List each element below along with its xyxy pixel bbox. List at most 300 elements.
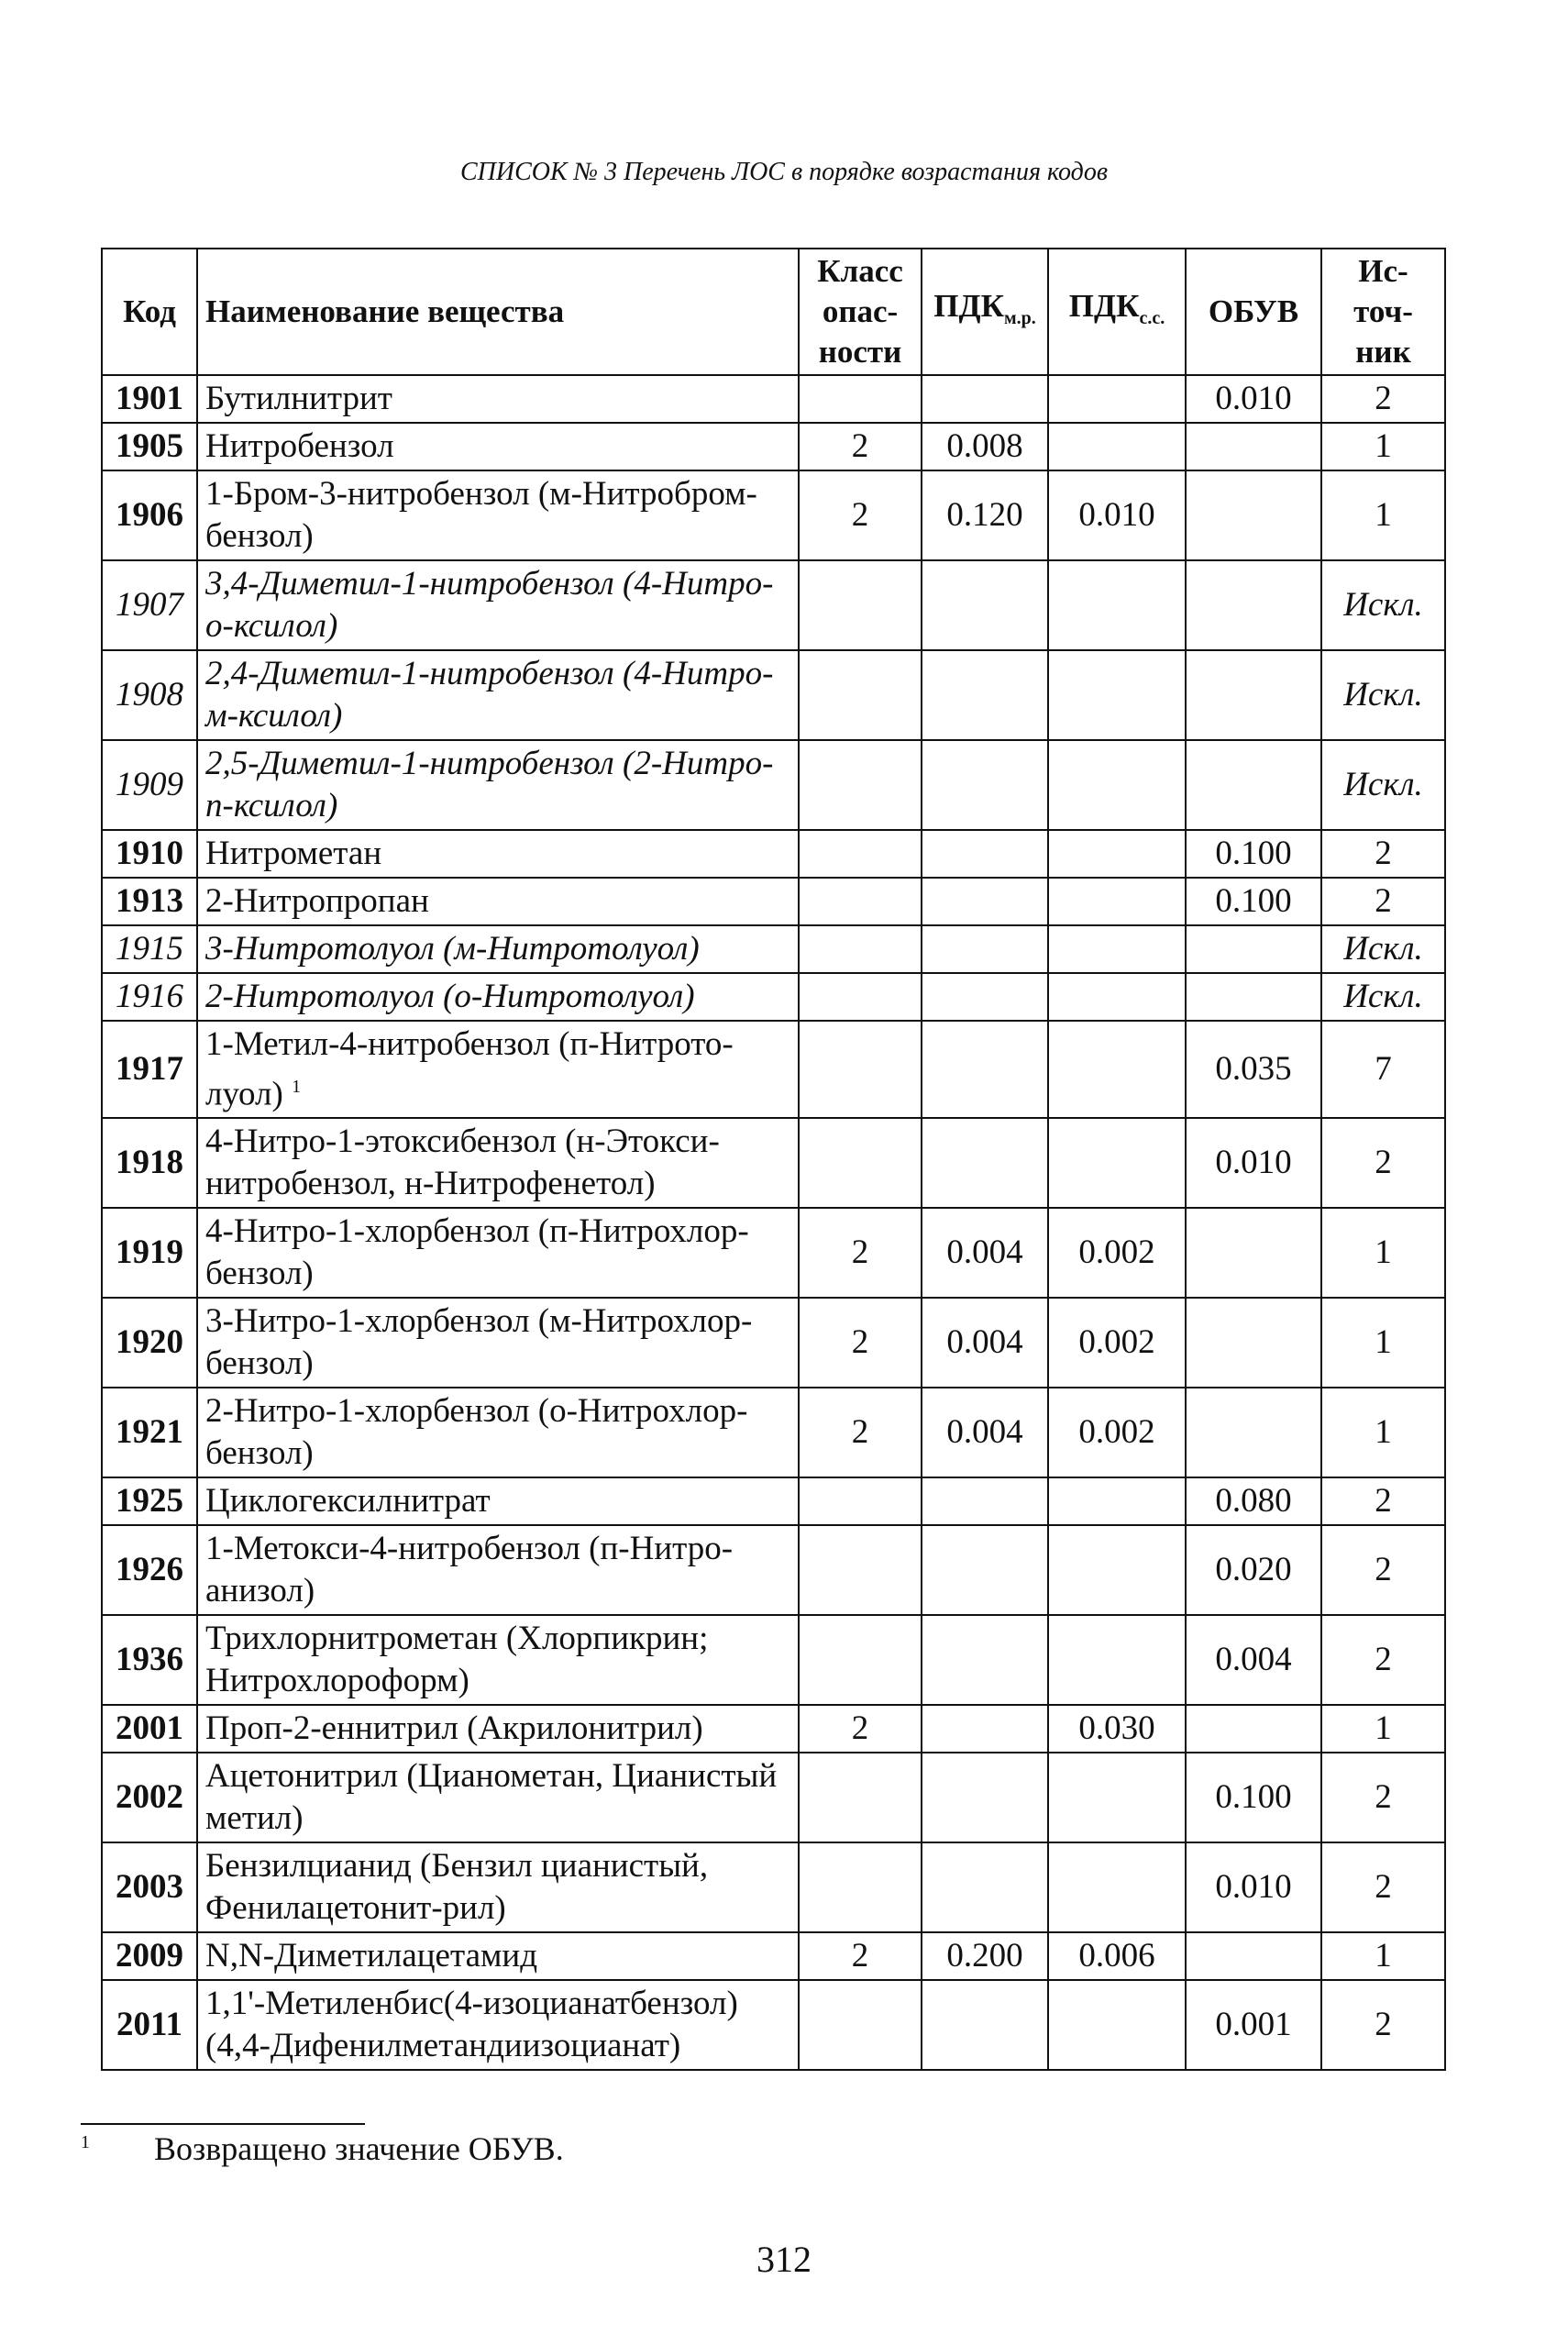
table-row — [102, 1753, 1445, 1842]
cell-source-text: Искл. — [1343, 978, 1423, 1015]
cell-source-text: 1 — [1375, 1323, 1392, 1362]
cell-class-text: 2 — [851, 496, 869, 534]
table-row — [102, 560, 1445, 650]
cell-name-text: Циклогексилнитрат — [205, 1482, 491, 1521]
table-row — [102, 1842, 1445, 1932]
cell-pdk-mr — [922, 1525, 1048, 1615]
cell-name — [197, 560, 799, 650]
cell-pdk-ss-text: 0.006 — [1078, 1937, 1155, 1975]
cell-name-text: N,N-Диметилацетамид — [205, 1937, 538, 1975]
cell-obuv-text: 0.010 — [1215, 380, 1292, 417]
cell-pdk-ss — [1048, 1753, 1186, 1842]
table-row — [102, 1932, 1445, 1980]
cell-obuv — [1186, 1753, 1321, 1842]
cell-name — [197, 925, 799, 973]
cell-code-text: 1920 — [116, 1323, 183, 1362]
cell-name — [197, 1298, 799, 1388]
cell-pdk-mr — [922, 1932, 1048, 1980]
cell-obuv — [1186, 1388, 1321, 1477]
table-row — [102, 1208, 1445, 1298]
cell-source — [1321, 1525, 1445, 1615]
cell-code — [102, 740, 197, 830]
cell-class — [799, 1842, 922, 1932]
cell-obuv — [1186, 925, 1321, 973]
cell-source-text: 2 — [1375, 1868, 1392, 1907]
cell-class — [799, 830, 922, 878]
cell-code — [102, 650, 197, 740]
table-row — [102, 1615, 1445, 1705]
cell-code-text: 1919 — [116, 1233, 183, 1272]
cell-code — [102, 560, 197, 650]
cell-pdk-ss — [1048, 1980, 1186, 2070]
cell-code — [102, 375, 197, 423]
cell-source-text: 2 — [1375, 1144, 1392, 1182]
cell-pdk-mr — [922, 1298, 1048, 1388]
cell-pdk-ss — [1048, 650, 1186, 740]
cell-name — [197, 375, 799, 423]
cell-code — [102, 925, 197, 973]
cell-code — [102, 830, 197, 878]
cell-pdk-ss — [1048, 878, 1186, 925]
cell-code — [102, 1525, 197, 1615]
cell-class — [799, 560, 922, 650]
cell-source — [1321, 650, 1445, 740]
cell-obuv — [1186, 973, 1321, 1021]
cell-source — [1321, 925, 1445, 973]
cell-code — [102, 470, 197, 560]
cell-code — [102, 1842, 197, 1932]
table-row — [102, 830, 1445, 878]
cell-pdk-mr — [922, 1980, 1048, 2070]
cell-pdk-ss — [1048, 830, 1186, 878]
cell-obuv — [1186, 1477, 1321, 1525]
cell-code-text: 1925 — [116, 1482, 183, 1521]
footnote-divider — [81, 2123, 365, 2125]
cell-pdk-mr — [922, 560, 1048, 650]
cell-obuv-text: 0.020 — [1215, 1551, 1292, 1589]
cell-source-text: 2 — [1375, 882, 1392, 920]
cell-code-text: 2011 — [116, 2006, 182, 2044]
table-row — [102, 1980, 1445, 2070]
header-code: Код — [102, 249, 197, 375]
cell-code-text: 1917 — [116, 1050, 183, 1089]
cell-name — [197, 973, 799, 1021]
cell-name — [197, 1980, 799, 2070]
cell-obuv — [1186, 423, 1321, 470]
cell-source — [1321, 830, 1445, 878]
cell-pdk-ss — [1048, 560, 1186, 650]
cell-pdk-mr-text: 0.200 — [946, 1937, 1023, 1975]
cell-obuv-text: 0.100 — [1215, 882, 1292, 920]
footnote-mark: 1 — [81, 2132, 90, 2152]
table-row — [102, 925, 1445, 973]
cell-obuv — [1186, 1980, 1321, 2070]
table-row — [102, 470, 1445, 560]
cell-pdk-ss — [1048, 1388, 1186, 1477]
cell-code-text: 1901 — [116, 380, 183, 417]
cell-name — [197, 1525, 799, 1615]
cell-code-text: 2009 — [116, 1937, 183, 1975]
cell-name-text: 1-Бром-3-нитробензол (м-Нитробром-бензол) — [205, 475, 757, 555]
cell-name-text: Бензилцианид (Бензил цианистый, Фенилацетонит-рил) — [205, 1847, 709, 1928]
cell-pdk-mr — [922, 375, 1048, 423]
cell-name-text: Нитрометан — [205, 835, 382, 872]
cell-source — [1321, 1477, 1445, 1525]
cell-obuv — [1186, 1705, 1321, 1753]
cell-name — [197, 1932, 799, 1980]
cell-class — [799, 973, 922, 1021]
cell-obuv — [1186, 1842, 1321, 1932]
cell-name-text: Ацетонитрил (Цианометан, Цианистый метил) — [205, 1757, 778, 1838]
cell-code — [102, 1298, 197, 1388]
cell-code — [102, 973, 197, 1021]
cell-pdk-ss — [1048, 973, 1186, 1021]
cell-name-text: 4-Нитро-1-хлорбензол (п-Нитрохлор-бензол) — [205, 1212, 749, 1293]
cell-pdk-ss — [1048, 375, 1186, 423]
cell-pdk-mr — [922, 878, 1048, 925]
cell-code — [102, 1021, 197, 1118]
cell-pdk-ss — [1048, 423, 1186, 470]
footnote — [81, 2129, 564, 2168]
cell-source — [1321, 560, 1445, 650]
cell-name — [197, 470, 799, 560]
cell-source — [1321, 1980, 1445, 2070]
cell-name — [197, 1021, 799, 1118]
cell-obuv — [1186, 1021, 1321, 1118]
cell-name — [197, 1208, 799, 1298]
cell-class — [799, 1980, 922, 2070]
cell-name-text: 2-Нитротолуол (о-Нитротолуол) — [205, 978, 695, 1015]
cell-obuv — [1186, 830, 1321, 878]
cell-code — [102, 1705, 197, 1753]
cell-obuv — [1186, 560, 1321, 650]
cell-class-text: 2 — [851, 1233, 869, 1272]
cell-source — [1321, 1388, 1445, 1477]
cell-obuv-text: 0.035 — [1215, 1050, 1292, 1089]
cell-source-text: 1 — [1375, 496, 1392, 534]
header-pdk-ss — [1048, 249, 1186, 375]
cell-code-text: 1918 — [116, 1144, 183, 1182]
cell-code — [102, 1477, 197, 1525]
cell-class — [799, 1525, 922, 1615]
cell-code-text: 1916 — [116, 978, 183, 1015]
cell-pdk-mr-text: 0.004 — [946, 1323, 1023, 1362]
cell-class — [799, 1705, 922, 1753]
cell-source — [1321, 1932, 1445, 1980]
cell-name — [197, 1842, 799, 1932]
cell-source — [1321, 375, 1445, 423]
cell-source — [1321, 1753, 1445, 1842]
cell-source-text: 2 — [1375, 2006, 1392, 2044]
cell-code — [102, 1388, 197, 1477]
cell-pdk-ss — [1048, 1932, 1186, 1980]
cell-name-text: 3-Нитро-1-хлорбензол (м-Нитрохлор-бензол) — [205, 1302, 753, 1383]
table-row — [102, 1388, 1445, 1477]
header-pdk-mr — [922, 249, 1048, 375]
cell-class — [799, 1615, 922, 1705]
cell-obuv — [1186, 1208, 1321, 1298]
cell-source-text: Искл. — [1343, 586, 1423, 624]
cell-code-text: 1905 — [116, 427, 183, 465]
cell-code-text: 2003 — [116, 1868, 183, 1907]
cell-class — [799, 1932, 922, 1980]
cell-pdk-ss — [1048, 1118, 1186, 1208]
cell-code-text: 1926 — [116, 1551, 183, 1589]
cell-source-text: 1 — [1375, 1709, 1392, 1748]
cell-code-text: 1915 — [116, 930, 183, 968]
cell-pdk-mr — [922, 1705, 1048, 1753]
page-header: СПИСОК № 3 Перечень ЛОС в порядке возрастания кодов — [459, 158, 1108, 186]
cell-source-text: 1 — [1375, 1413, 1392, 1452]
cell-class — [799, 1388, 922, 1477]
cell-class — [799, 925, 922, 973]
cell-pdk-mr — [922, 1615, 1048, 1705]
cell-name-text: Трихлорнитрометан (Хлорпикрин; Нитрохлороформ) — [205, 1620, 709, 1700]
cell-name-text: Проп-2-еннитрил (Акрилонитрил) — [205, 1709, 703, 1748]
cell-class — [799, 1021, 922, 1118]
cell-source-text: 2 — [1375, 1641, 1392, 1679]
cell-code — [102, 1980, 197, 2070]
cell-code-text: 2002 — [116, 1778, 183, 1817]
cell-source — [1321, 423, 1445, 470]
cell-name — [197, 1753, 799, 1842]
cell-class-text: 2 — [851, 1323, 869, 1362]
cell-name — [197, 830, 799, 878]
cell-pdk-ss-text: 0.030 — [1078, 1709, 1155, 1748]
cell-code-text: 1906 — [116, 496, 183, 534]
cell-code-text: 2001 — [116, 1709, 183, 1748]
cell-source — [1321, 1208, 1445, 1298]
cell-class-text: 2 — [851, 1413, 869, 1452]
header-pdk-mr-label: ПДК — [933, 287, 1004, 324]
header-pdk-ss-sub: с.с. — [1139, 307, 1165, 328]
cell-pdk-ss — [1048, 925, 1186, 973]
cell-source-text: 2 — [1375, 1778, 1392, 1817]
cell-class — [799, 740, 922, 830]
cell-pdk-ss — [1048, 740, 1186, 830]
cell-class-text: 2 — [851, 1937, 869, 1975]
cell-code-text: 1910 — [116, 835, 183, 872]
cell-pdk-ss-text: 0.010 — [1078, 496, 1155, 534]
cell-source — [1321, 973, 1445, 1021]
cell-code-text: 1921 — [116, 1413, 183, 1452]
cell-obuv — [1186, 1298, 1321, 1388]
cell-pdk-ss — [1048, 1021, 1186, 1118]
cell-code-text: 1907 — [116, 586, 183, 624]
cell-obuv — [1186, 878, 1321, 925]
cell-name — [197, 1615, 799, 1705]
cell-pdk-ss-text: 0.002 — [1078, 1323, 1155, 1362]
table-header-row — [102, 249, 1445, 375]
table-row — [102, 375, 1445, 423]
cell-code — [102, 1208, 197, 1298]
table-row — [102, 1118, 1445, 1208]
cell-class — [799, 1118, 922, 1208]
cell-pdk-ss — [1048, 1525, 1186, 1615]
cell-source — [1321, 878, 1445, 925]
cell-source-text: 7 — [1375, 1050, 1392, 1089]
cell-name — [197, 1388, 799, 1477]
cell-name-text: 3-Нитротолуол (м-Нитротолуол) — [205, 930, 700, 968]
cell-name — [197, 650, 799, 740]
cell-code — [102, 1753, 197, 1842]
cell-source-text: Искл. — [1343, 930, 1423, 968]
cell-pdk-mr — [922, 650, 1048, 740]
cell-source — [1321, 1705, 1445, 1753]
cell-pdk-mr — [922, 1021, 1048, 1118]
header-class: Класс опас-ности — [799, 249, 922, 375]
cell-pdk-ss-text: 0.002 — [1078, 1233, 1155, 1272]
cell-obuv — [1186, 375, 1321, 423]
cell-source — [1321, 1021, 1445, 1118]
cell-pdk-mr — [922, 423, 1048, 470]
cell-name-text: 2-Нитропропан — [205, 882, 429, 920]
cell-class-text: 2 — [851, 427, 869, 465]
cell-pdk-mr — [922, 470, 1048, 560]
cell-name-text: 1,1'-Метиленбис(4-изоцианатбензол) (4,4-Дифенилметандиизоцианат) — [205, 1985, 738, 2065]
cell-source-text: Искл. — [1343, 766, 1423, 803]
cell-source — [1321, 1615, 1445, 1705]
cell-name-text: 3,4-Диметил-1-нитробензол (4-Нитро-о-ксилол) — [205, 565, 774, 645]
cell-source-text: Искл. — [1343, 676, 1423, 713]
table-row — [102, 973, 1445, 1021]
cell-class — [799, 1477, 922, 1525]
cell-name-text: Бутилнитрит — [205, 380, 392, 417]
table-row — [102, 1705, 1445, 1753]
cell-class — [799, 1753, 922, 1842]
cell-source-text: 2 — [1375, 380, 1392, 417]
cell-pdk-ss — [1048, 1208, 1186, 1298]
cell-name-text: 2,4-Диметил-1-нитробензол (4-Нитро-м-ксилол) — [205, 655, 774, 735]
cell-pdk-mr — [922, 1118, 1048, 1208]
cell-class — [799, 470, 922, 560]
cell-name — [197, 740, 799, 830]
cell-pdk-mr — [922, 1753, 1048, 1842]
cell-class — [799, 878, 922, 925]
cell-name-text: 2,5-Диметил-1-нитробензол (2-Нитро-п-ксилол) — [205, 745, 774, 824]
cell-obuv — [1186, 470, 1321, 560]
table-row — [102, 650, 1445, 740]
cell-name-text: 2-Нитро-1-хлорбензол (о-Нитрохлор-бензол) — [205, 1392, 748, 1473]
header-name: Наименование вещества — [197, 249, 799, 375]
table-row — [102, 878, 1445, 925]
table-row — [102, 740, 1445, 830]
cell-source — [1321, 1298, 1445, 1388]
footnote-ref: 1 — [292, 1077, 302, 1097]
cell-pdk-mr-text: 0.004 — [946, 1233, 1023, 1272]
cell-pdk-mr — [922, 830, 1048, 878]
cell-name-text: 1-Метил-4-нитробензол (п-Нитрото-луол) — [205, 1025, 734, 1113]
cell-class — [799, 1298, 922, 1388]
page-number: 312 — [756, 2239, 812, 2280]
cell-pdk-mr-text: 0.120 — [946, 496, 1023, 534]
table-row — [102, 1021, 1445, 1118]
cell-obuv — [1186, 1932, 1321, 1980]
header-obuv: ОБУВ — [1186, 249, 1321, 375]
cell-class-text: 2 — [851, 1709, 869, 1748]
substances-table — [101, 248, 1446, 2071]
cell-source — [1321, 740, 1445, 830]
cell-pdk-mr-text: 0.008 — [946, 427, 1023, 465]
cell-obuv-text: 0.001 — [1215, 2006, 1292, 2044]
cell-pdk-mr — [922, 973, 1048, 1021]
cell-code-text: 1913 — [116, 882, 183, 920]
cell-source-text: 1 — [1375, 1233, 1392, 1272]
cell-pdk-mr-text: 0.004 — [946, 1413, 1023, 1452]
cell-obuv-text: 0.100 — [1215, 835, 1292, 872]
cell-class — [799, 423, 922, 470]
cell-source-text: 1 — [1375, 427, 1392, 465]
cell-pdk-ss — [1048, 1705, 1186, 1753]
cell-pdk-mr — [922, 1477, 1048, 1525]
cell-code-text: 1909 — [116, 766, 183, 803]
cell-obuv-text: 0.100 — [1215, 1778, 1292, 1817]
header-pdk-ss-label: ПДК — [1068, 287, 1140, 324]
cell-name — [197, 1118, 799, 1208]
cell-name — [197, 1477, 799, 1525]
cell-pdk-mr — [922, 1208, 1048, 1298]
cell-source — [1321, 1118, 1445, 1208]
header-pdk-mr-sub: м.р. — [1003, 307, 1036, 328]
cell-obuv — [1186, 1615, 1321, 1705]
cell-source — [1321, 470, 1445, 560]
cell-obuv — [1186, 1525, 1321, 1615]
table-row — [102, 1525, 1445, 1615]
cell-pdk-ss — [1048, 1842, 1186, 1932]
cell-pdk-mr — [922, 1388, 1048, 1477]
cell-name-text: 1-Метокси-4-нитробензол (п-Нитро-анизол) — [205, 1530, 734, 1610]
cell-obuv — [1186, 650, 1321, 740]
cell-class — [799, 650, 922, 740]
cell-pdk-ss — [1048, 1615, 1186, 1705]
cell-source-text: 2 — [1375, 835, 1392, 872]
cell-code-text: 1936 — [116, 1641, 183, 1679]
cell-pdk-mr — [922, 740, 1048, 830]
cell-obuv-text: 0.010 — [1215, 1868, 1292, 1907]
cell-obuv-text: 0.004 — [1215, 1641, 1292, 1679]
cell-obuv — [1186, 1118, 1321, 1208]
cell-pdk-ss-text: 0.002 — [1078, 1413, 1155, 1452]
cell-obuv — [1186, 740, 1321, 830]
cell-name — [197, 1705, 799, 1753]
cell-name-text: 4-Нитро-1-этоксибензол (н-Этокси-нитробензол, н-Нитрофенетол) — [205, 1123, 720, 1203]
cell-code — [102, 423, 197, 470]
cell-source-text: 1 — [1375, 1937, 1392, 1975]
table-row — [102, 423, 1445, 470]
cell-source-text: 2 — [1375, 1551, 1392, 1589]
header-source: Ис-точ-ник — [1321, 249, 1445, 375]
cell-class — [799, 1208, 922, 1298]
cell-name — [197, 878, 799, 925]
cell-code — [102, 878, 197, 925]
table-row — [102, 1298, 1445, 1388]
footnote-text: Возвращено значение ОБУВ. — [154, 2130, 564, 2167]
cell-code — [102, 1932, 197, 1980]
cell-pdk-mr — [922, 925, 1048, 973]
cell-source — [1321, 1842, 1445, 1932]
cell-name — [197, 423, 799, 470]
cell-pdk-ss — [1048, 1298, 1186, 1388]
cell-pdk-ss — [1048, 1477, 1186, 1525]
table-row — [102, 1477, 1445, 1525]
cell-code — [102, 1615, 197, 1705]
cell-code — [102, 1118, 197, 1208]
cell-pdk-ss — [1048, 470, 1186, 560]
cell-obuv-text: 0.080 — [1215, 1482, 1292, 1521]
cell-class — [799, 375, 922, 423]
cell-name-text: Нитробензол — [205, 427, 394, 465]
cell-source-text: 2 — [1375, 1482, 1392, 1521]
